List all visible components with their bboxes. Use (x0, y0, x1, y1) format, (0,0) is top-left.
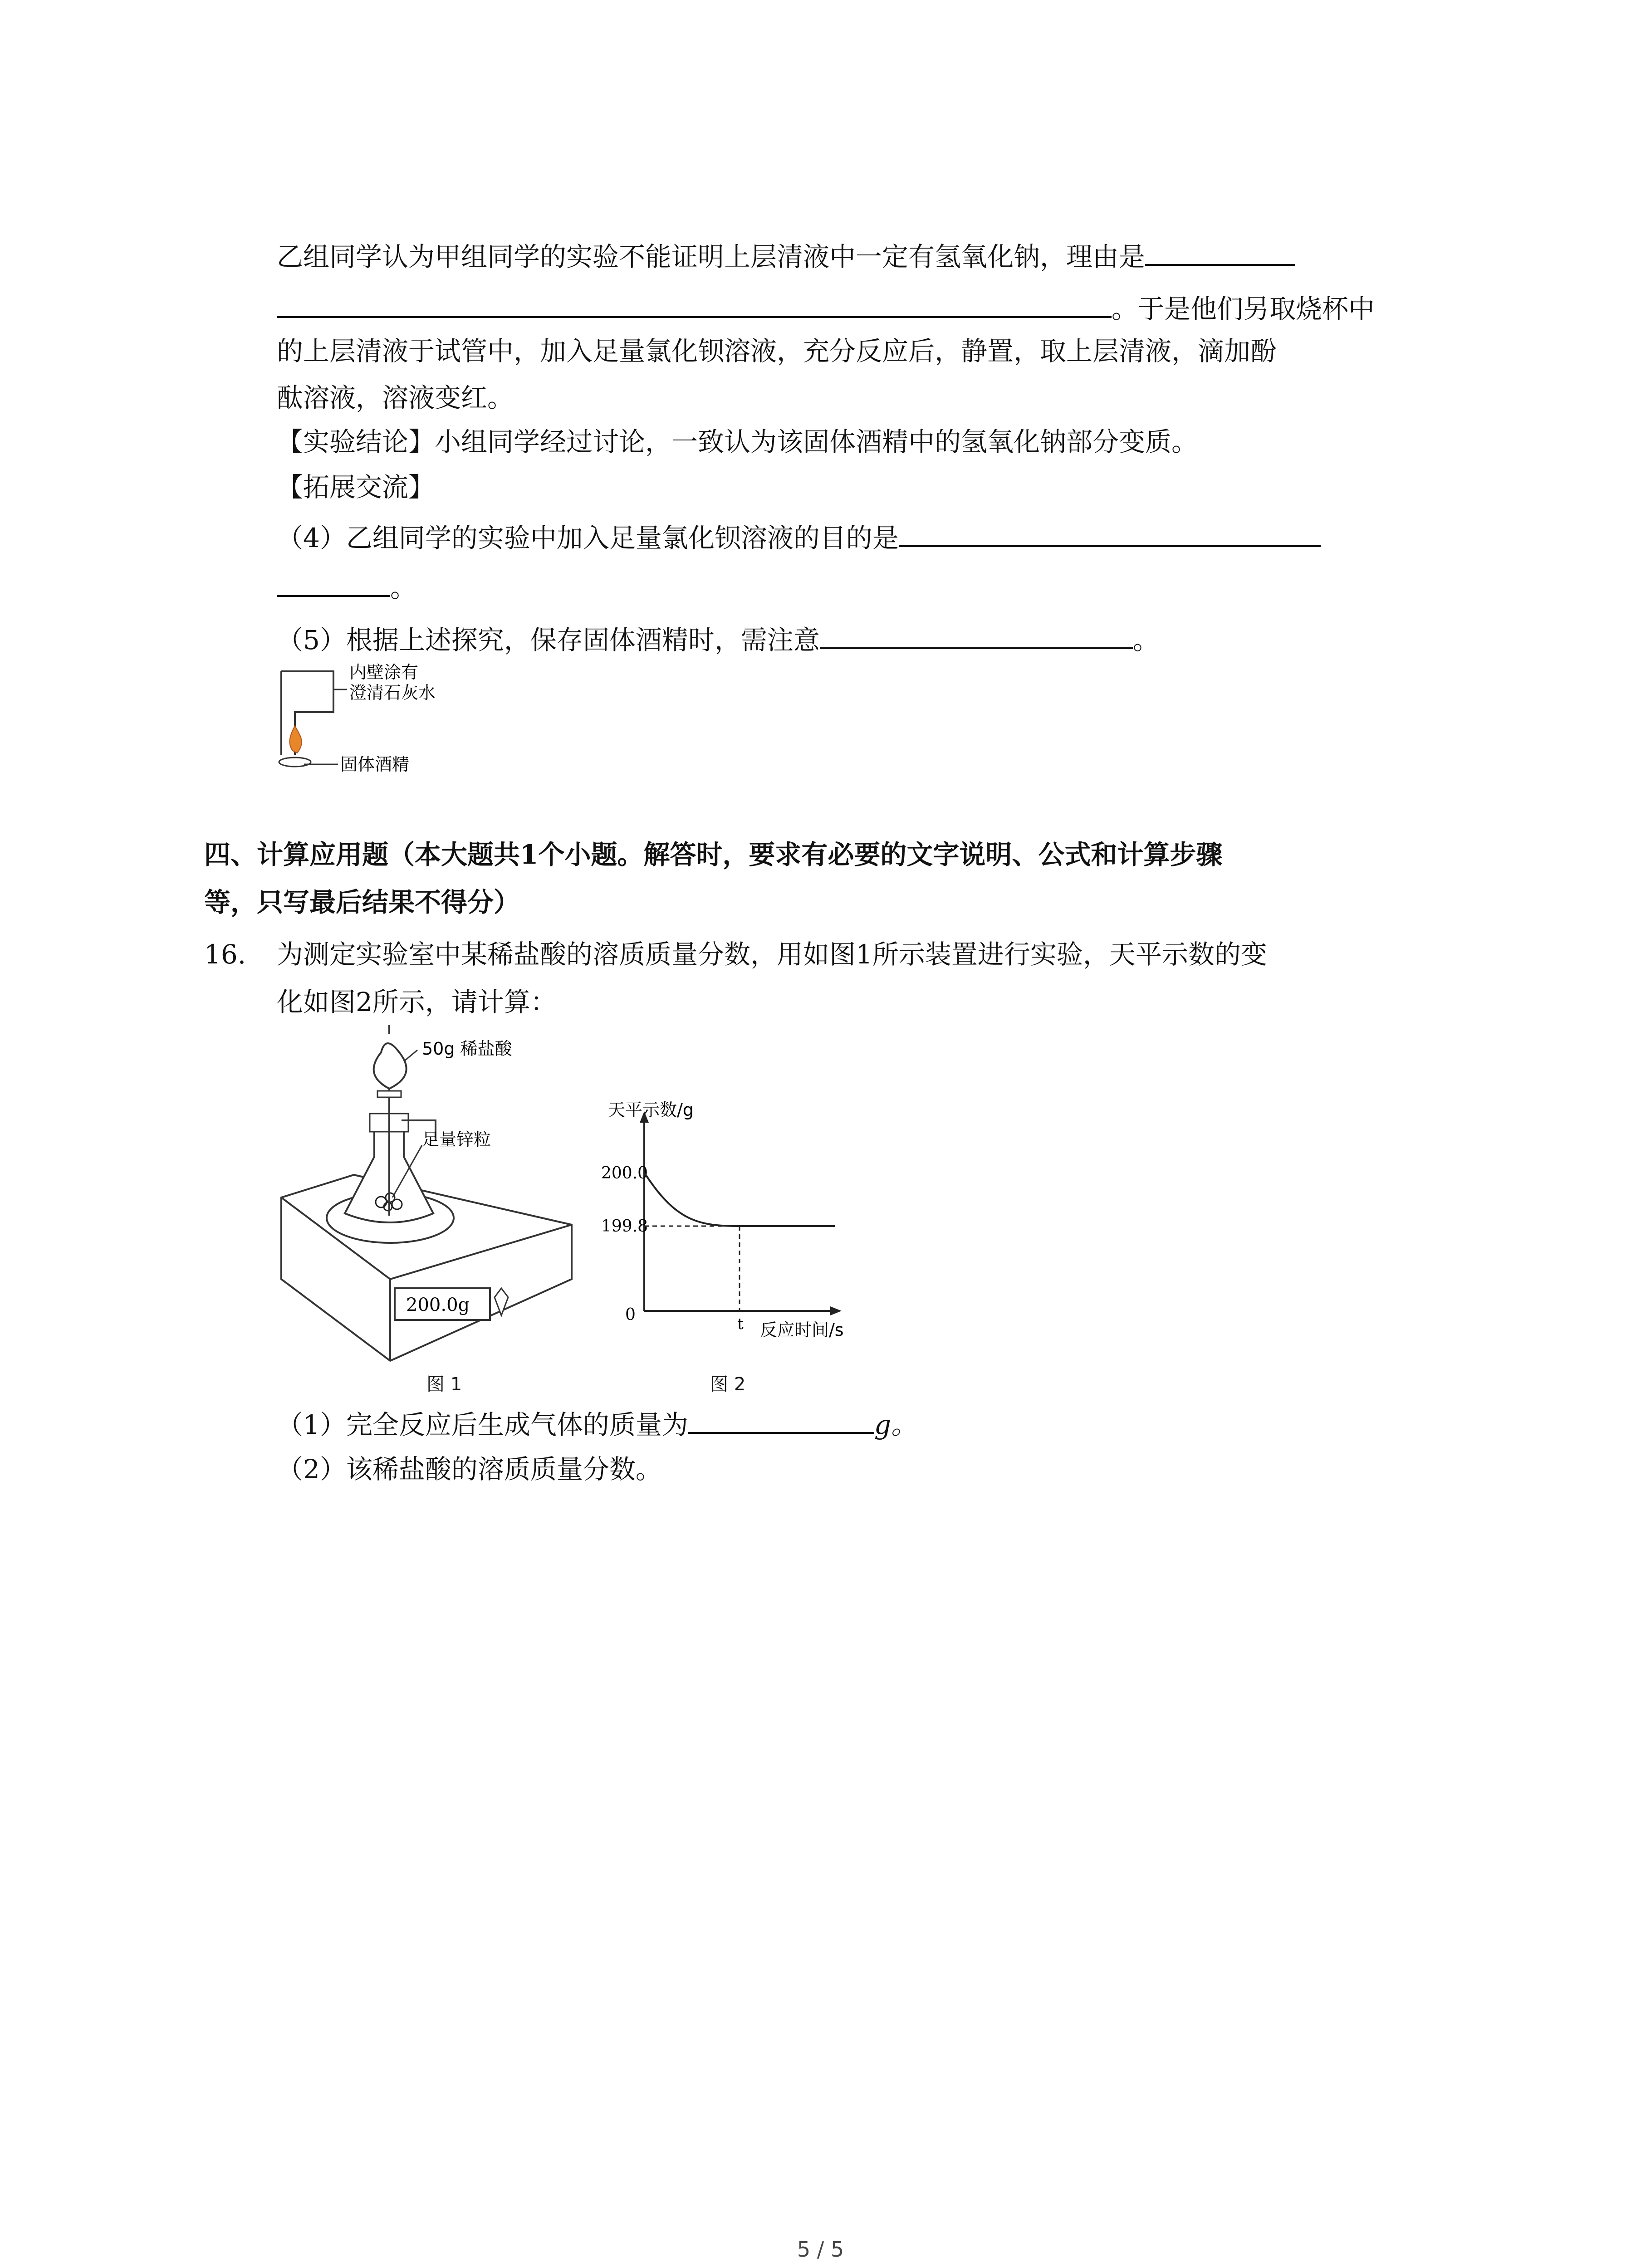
y-tick-200: 200.0 (601, 1164, 648, 1183)
separatory-funnel (374, 1043, 407, 1089)
question-4 (277, 522, 1321, 551)
paragraph-line-3: 的上层清液于试管中，加入足量氯化钡溶液，充分反应后，静置，取上层清液，滴加酚 (277, 336, 1277, 367)
extend-heading: 【拓展交流】 (277, 472, 435, 503)
figure-2-chart (590, 1098, 862, 1352)
page-number: 5 / 5 (797, 2237, 844, 2262)
section4-heading-1: 四、计算应用题（本大题共1个小题。解答时，要求有必要的文字说明、公式和计算步骤 (204, 839, 1223, 870)
question-5-text: （5）根据上述探究，保存固体酒精时，需注意 (277, 625, 820, 655)
sub-question-1 (277, 1408, 917, 1438)
question-16-line-1: 为测定实验室中某稀盐酸的溶质质量分数，用如图1所示装置进行实验，天平示数的变 (277, 939, 1267, 970)
unit-g: g。 (874, 1409, 918, 1440)
answer-blank-reason-2[interactable] (277, 293, 1112, 318)
sub-question-2: （2）该稀盐酸的溶质质量分数。 (277, 1454, 662, 1485)
figure-2-caption: 图 2 (710, 1374, 746, 1395)
paragraph-line-4: 酞溶液，溶液变红。 (277, 382, 514, 413)
y-axis-label: 天平示数/g (608, 1100, 694, 1120)
beaker-outline (281, 671, 333, 755)
answer-blank-gas-mass[interactable] (688, 1408, 874, 1434)
question-5 (277, 624, 1159, 653)
question-5-tail: 。 (1132, 625, 1159, 655)
answer-blank-q5[interactable] (820, 624, 1133, 649)
figure-1-balance (272, 1025, 590, 1397)
question-4-text: （4）乙组同学的实验中加入足量氯化钡溶液的目的是 (277, 523, 899, 553)
stopcock (377, 1091, 401, 1097)
display-reading: 200.0g (406, 1295, 470, 1315)
question-16-line-2: 化如图2所示，请计算： (277, 987, 557, 1017)
answer-blank-reason-1[interactable] (1145, 240, 1295, 266)
y-tick-199-8: 199.8 (601, 1217, 648, 1236)
sub-question-1-text: （1）完全反应后生成气体的质量为 (277, 1409, 688, 1440)
label-inner-wall-1: 内壁涂有 (349, 662, 419, 682)
flame-icon (290, 726, 302, 753)
label-zinc: 足量锌粒 (422, 1129, 491, 1149)
label-solid-alcohol: 固体酒精 (340, 754, 410, 774)
x-axis-arrow-icon (830, 1306, 842, 1315)
text-line2-tail: 。于是他们另取烧杯中 (1112, 293, 1375, 324)
experiment-conclusion: 【实验结论】小组同学经过讨论，一致认为该固体酒精中的氢氧化钠部分变质。 (277, 426, 1198, 457)
label-dilute-hcl: 50g 稀盐酸 (422, 1039, 512, 1059)
question-4-tail: 。 (390, 572, 417, 603)
dish-icon (279, 758, 311, 767)
paragraph-line-1 (277, 240, 1295, 270)
question-4-cont (277, 572, 416, 601)
label-inner-wall-2: 澄清石灰水 (349, 683, 436, 703)
origin-label: 0 (625, 1305, 636, 1324)
section4-heading-2: 等，只写最后结果不得分） (204, 887, 520, 918)
t-tick-label: t (737, 1315, 744, 1333)
figure-burning-alcohol (268, 658, 504, 789)
paragraph-line-2 (277, 293, 1375, 322)
answer-blank-q4-1[interactable] (899, 522, 1321, 547)
question-16-number: 16. (204, 939, 246, 970)
x-axis-label: 反应时间/s (760, 1320, 844, 1340)
figure-1-caption: 图 1 (426, 1374, 462, 1395)
answer-blank-q4-2[interactable] (277, 572, 390, 597)
series-line (644, 1173, 835, 1226)
text-line1: 乙组同学认为甲组同学的实验不能证明上层清液中一定有氢氧化钠，理由是 (277, 241, 1146, 272)
